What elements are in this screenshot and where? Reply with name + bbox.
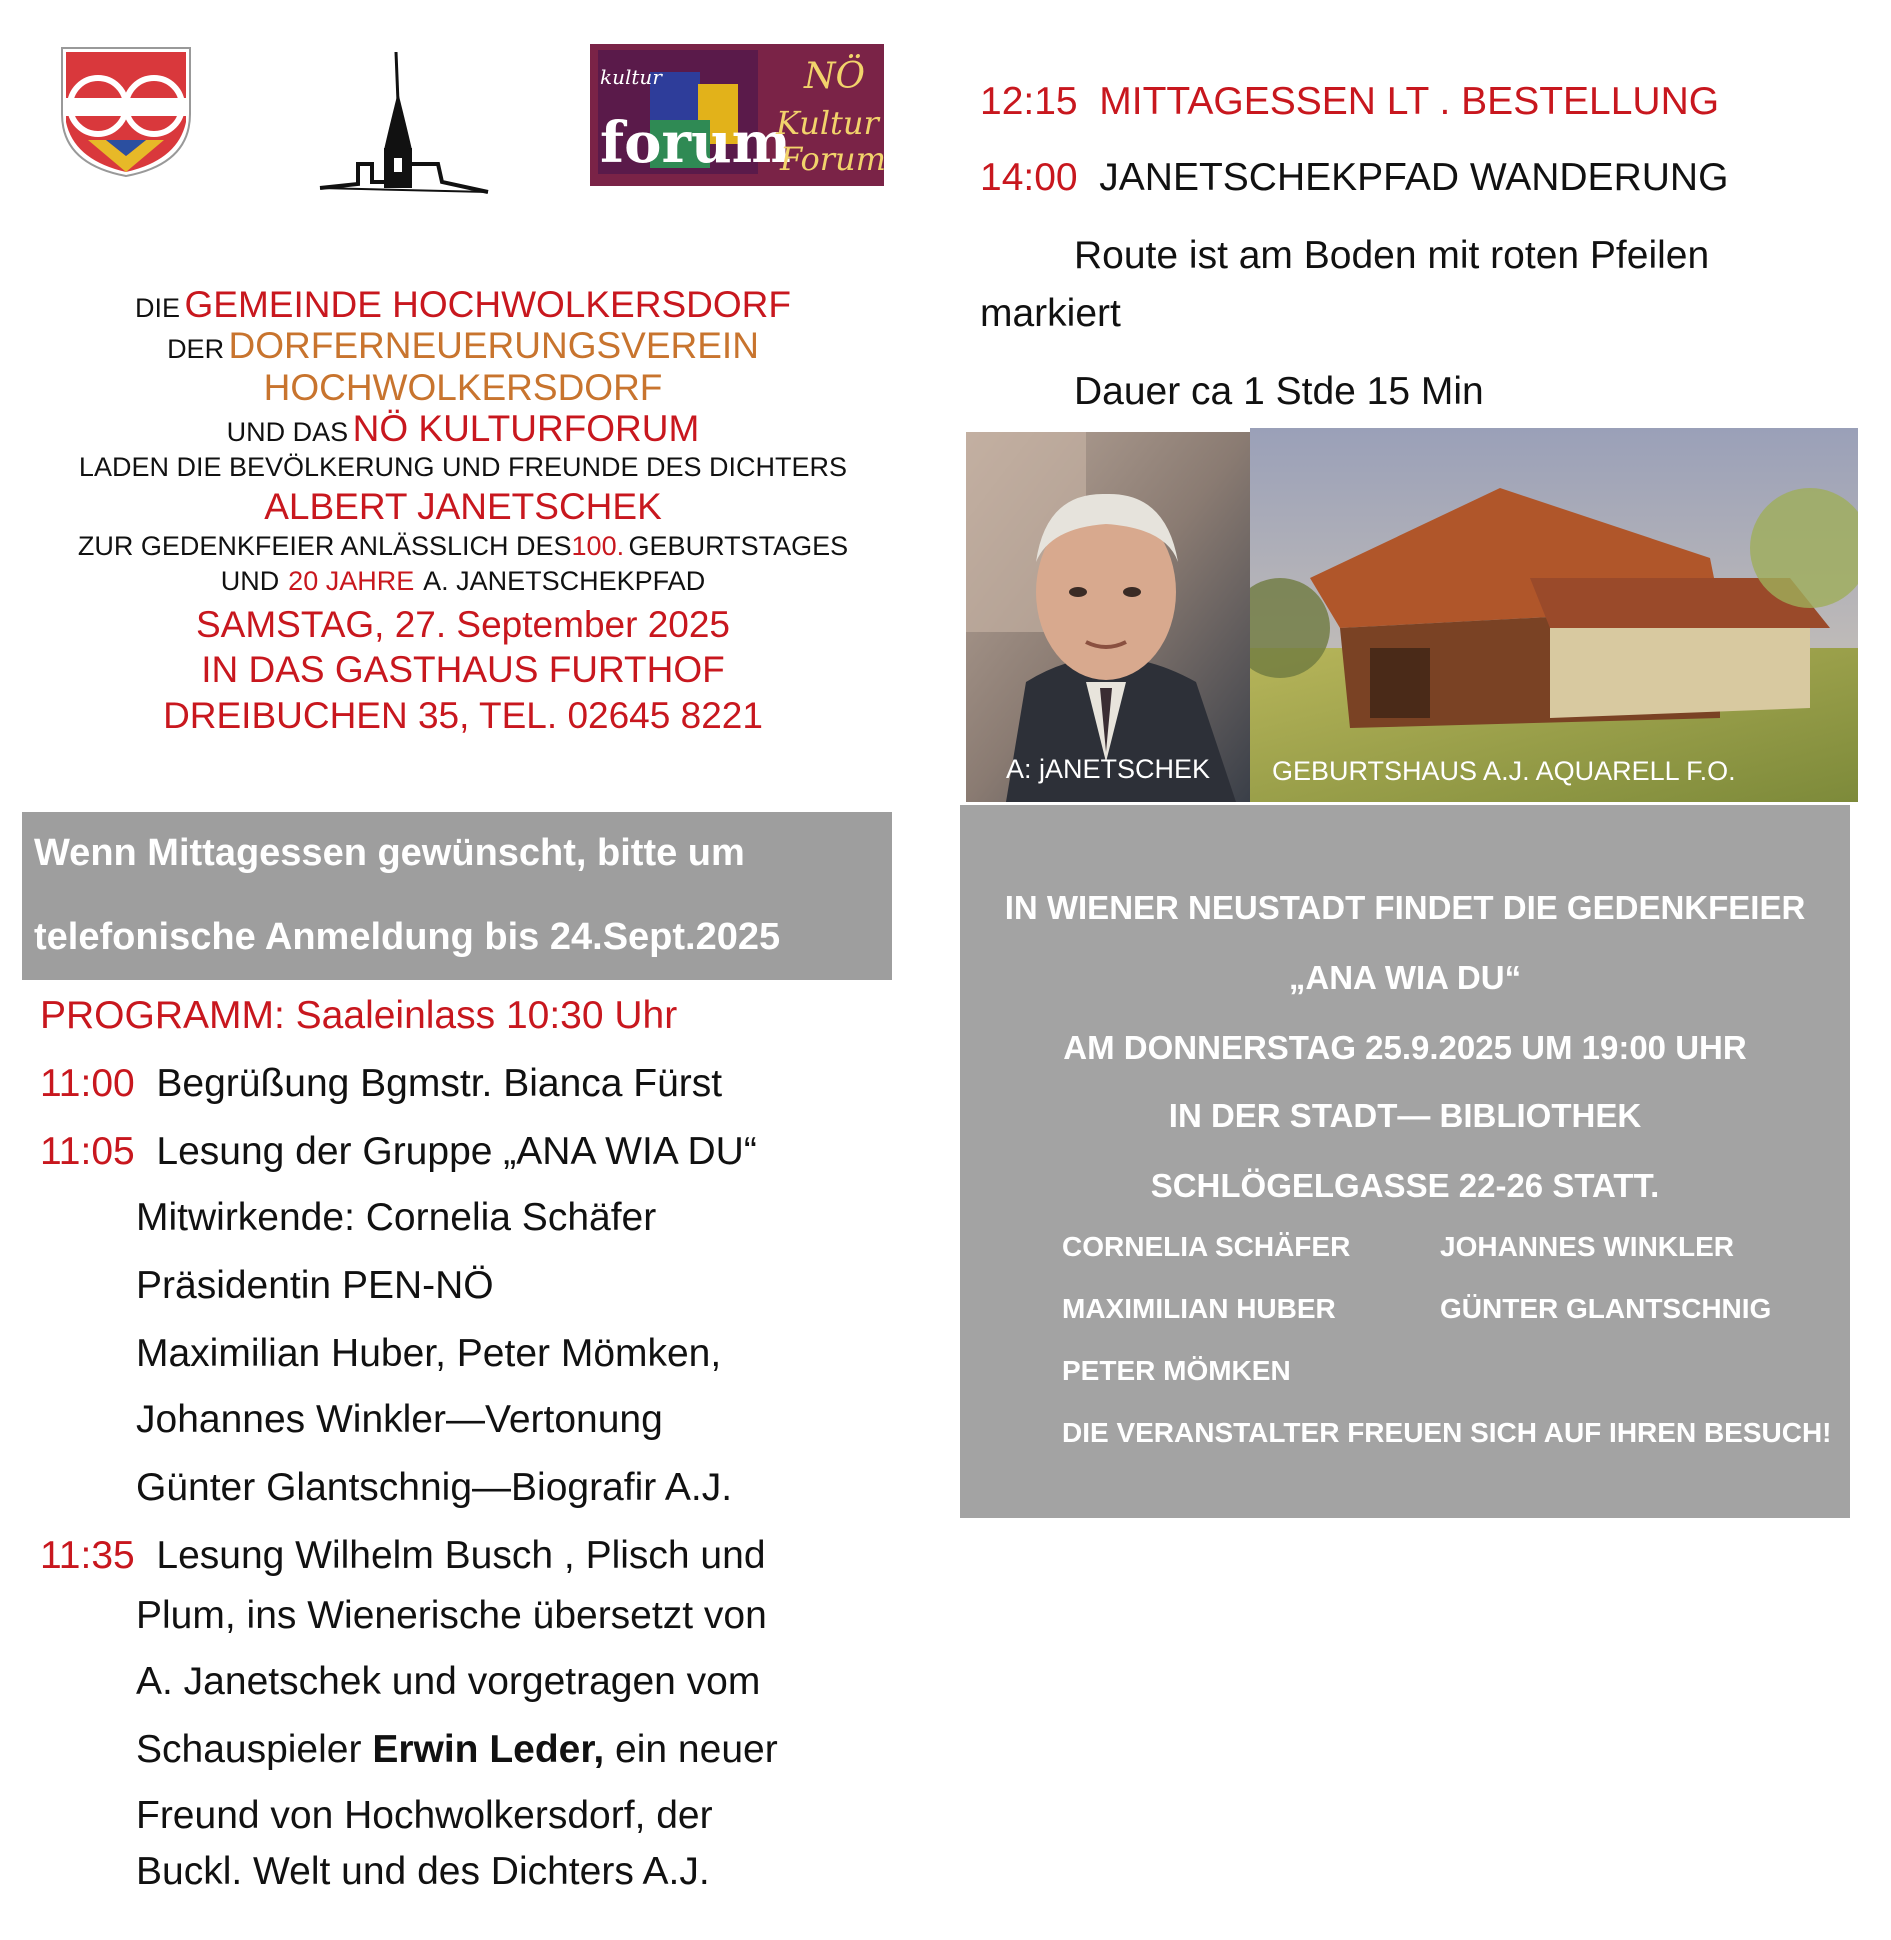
program-time: 11:05 <box>40 1130 135 1173</box>
closing-line: DIE VERANSTALTER FREUEN SICH AUF IHREN BESUCH! <box>1062 1417 1832 1448</box>
invite-line-5: LADEN DIE BEVÖLKERUNG UND FREUNDE DES DICHTERS <box>78 451 848 482</box>
hike-duration: Dauer ca 1 Stde 15 Min <box>1074 370 1484 413</box>
hike-item <box>980 156 1728 200</box>
route-note: Route ist am Boden mit roten Pfeilen <box>1074 234 1710 277</box>
contributor-line: Mitwirkende: Cornelia Schäfer <box>136 1196 657 1239</box>
svg-text:NÖ: NÖ <box>804 56 866 97</box>
program-text: Lesung Wilhelm Busch , Plisch und <box>156 1534 766 1577</box>
birthplace-watercolor-painting <box>1250 428 1858 802</box>
contributor-line: Günter Glantschnig—Biografir A.J. <box>136 1466 733 1509</box>
lunch-text: MITTAGESSEN LT . BESTELLUNG <box>1099 80 1720 123</box>
registration-line-1: Wenn Mittagessen gewünscht, bitte um <box>34 832 745 874</box>
lunch-registration-notice <box>22 812 892 980</box>
coat-of-arms-icon <box>58 44 194 180</box>
program-header: PROGRAMM: Saaleinlass 10:30 Uhr <box>40 994 678 1037</box>
program-text-line: Buckl. Welt und des Dichters A.J. <box>136 1850 710 1893</box>
wn-line-1: IN WIENER NEUSTADT FINDET DIE GEDENKFEIER <box>1004 889 1806 926</box>
invite-line-4: UND DAS NÖ KULTURFORUM <box>226 408 700 450</box>
participant-name: JOHANNES WINKLER <box>1440 1231 1735 1262</box>
event-date: SAMSTAG, 27. September 2025 <box>195 603 731 645</box>
invite-line-2: DER DORFERNEUERUNGSVEREIN <box>167 325 759 367</box>
contributor-line: Maximilian Huber, Peter Mömken, <box>136 1332 722 1375</box>
wiener-neustadt-event-box <box>960 805 1850 1518</box>
lunch-item <box>980 80 1719 124</box>
invitation-block <box>40 284 886 736</box>
program-item <box>40 1534 766 1578</box>
actor-name: Erwin Leder, <box>372 1728 605 1771</box>
program-item <box>40 1062 722 1106</box>
svg-text:kultur: kultur <box>600 65 662 89</box>
svg-text:forum: forum <box>600 110 791 176</box>
program-text-line: Plum, ins Wienerische übersetzt von <box>136 1594 767 1637</box>
hike-text: JANETSCHEKPFAD WANDERUNG <box>1099 156 1729 199</box>
participant-name: MAXIMILIAN HUBER <box>1062 1293 1336 1324</box>
painting-caption: GEBURTSHAUS A.J. AQUARELL F.O. <box>1272 756 1736 786</box>
registration-line-2: telefonische Anmeldung bis 24.Sept.2025 <box>34 916 781 958</box>
invite-line-3: HOCHWOLKERSDORF <box>263 366 663 408</box>
event-venue: IN DAS GASTHAUS FURTHOF <box>201 649 725 691</box>
program-text: Lesung der Gruppe „ANA WIA DU“ <box>156 1130 757 1173</box>
wn-line-3: AM DONNERSTAG 25.9.2025 UM 19:00 UHR <box>1063 1029 1747 1066</box>
participant-name: CORNELIA SCHÄFER <box>1062 1231 1351 1262</box>
program-time: 11:00 <box>40 1062 135 1105</box>
noe-kulturforum-logo <box>590 44 884 186</box>
program-text-line: Freund von Hochwolkersdorf, der <box>136 1794 713 1837</box>
invite-line-1: DIE GEMEINDE HOCHWOLKERSDORF <box>135 284 791 325</box>
lunch-time: 12:15 <box>980 80 1078 123</box>
program-text-line: A. Janetschek und vorgetragen vom <box>136 1660 761 1703</box>
invite-line-7: ZUR GEDENKFEIER ANLÄSSLICH DES100. GEBURTSTAGES <box>77 531 849 562</box>
event-address: DREIBUCHEN 35, TEL. 02645 8221 <box>163 694 763 736</box>
wn-line-4: IN DER STADT— BIBLIOTHEK <box>1168 1097 1642 1134</box>
program-text-line: Schauspieler Erwin Leder, ein neuer <box>136 1728 778 1771</box>
poet-name: ALBERT JANETSCHEK <box>264 485 662 527</box>
participant-name: PETER MÖMKEN <box>1062 1355 1291 1386</box>
route-note-cont: markiert <box>980 292 1121 335</box>
wn-line-2: „ANA WIA DU“ <box>1288 959 1522 996</box>
svg-text:Kultur: Kultur <box>776 104 879 142</box>
contributor-line: Johannes Winkler—Vertonung <box>136 1398 663 1441</box>
invite-line-8: UND 20 JAHRE A. JANETSCHEKPFAD <box>220 565 706 596</box>
janetschek-portrait-photo <box>966 432 1250 802</box>
portrait-caption: A: jANETSCHEK <box>1006 754 1211 784</box>
wn-line-5: SCHLÖGELGASSE 22-26 STATT. <box>1150 1167 1660 1204</box>
program-time: 11:35 <box>40 1534 135 1577</box>
program-text: Begrüßung Bgmstr. Bianca Fürst <box>156 1062 723 1105</box>
hike-time: 14:00 <box>980 156 1078 199</box>
participant-name: GÜNTER GLANTSCHNIG <box>1440 1293 1772 1324</box>
contributor-line: Präsidentin PEN-NÖ <box>136 1264 494 1307</box>
svg-text:Forum: Forum <box>780 140 884 178</box>
program-item <box>40 1130 757 1174</box>
church-silhouette-icon <box>318 52 490 200</box>
